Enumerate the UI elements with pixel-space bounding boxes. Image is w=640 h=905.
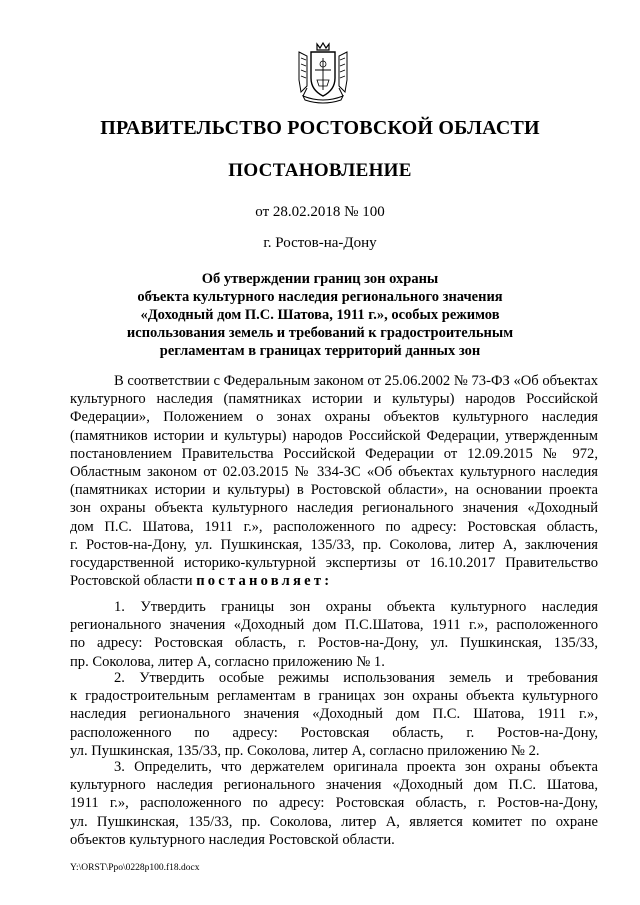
item-3-paragraph bbox=[70, 758, 598, 849]
text-line: 1911 г.», расположенного по адресу: Ростовская область, г. Ростов-на-Дону, bbox=[70, 795, 598, 812]
text-line: (памятников истории и культуры) народов Российской Федерации, утвержденным bbox=[70, 427, 598, 444]
preamble-paragraph bbox=[70, 372, 598, 590]
subject-line: объекта культурного наследия регионального значения bbox=[137, 289, 503, 305]
text-line: (памятниках истории и культуры) в Ростовской области», на основании проекта bbox=[70, 482, 598, 499]
text-line: наследия регионального значения «Доходный дом П.С. Шатова, 1911 г.», bbox=[70, 706, 598, 723]
document-date-number: от 28.02.2018 № 100 bbox=[255, 204, 385, 220]
text-line: Федерации», Положением о зонах охраны объектов культурного наследия bbox=[70, 409, 598, 426]
text-line: культурного наследия (памятниках истории и культуры) народов Российской bbox=[70, 391, 598, 408]
text-line: ул. Пушкинская, 135/33, пр. Соколова, литер А, является комитет по охране bbox=[70, 813, 598, 830]
text-line: ул. Пушкинская, 135/33, пр. Соколова, литер А, согласно приложению № 2. bbox=[70, 742, 540, 759]
document-type: ПОСТАНОВЛЕНИЕ bbox=[228, 160, 412, 181]
text-line: дом П.С. Шатова, 1911 г.», расположенного по адресу: Ростовская область, bbox=[70, 518, 598, 535]
text-line: г. Ростов-на-Дону, ул. Пушкинская, 135/33, пр. Соколова, литер А, заключения bbox=[70, 536, 598, 553]
subject-line: использования земель и требований к градостроительным bbox=[126, 325, 514, 341]
text-line: по адресу: Ростовская область, г. Ростов-на-Дону, ул. Пушкинская, 135/33, bbox=[70, 635, 598, 652]
text-line: постановлением Правительства Российской Федерации от 12.09.2015 № 972, bbox=[70, 445, 598, 462]
subject-line: Об утверждении границ зон охраны bbox=[201, 271, 439, 287]
text-line: регионального значения «Доходный дом П.С.Шатова, 1911 г.», расположенного bbox=[70, 617, 598, 634]
item-1-paragraph bbox=[70, 598, 598, 671]
item-2-paragraph bbox=[70, 669, 598, 760]
text-line: 3. Определить, что держателем оригинала проекта зон охраны объекта bbox=[114, 759, 598, 775]
text-line bbox=[70, 572, 598, 590]
text-line-part: Ростовской области bbox=[70, 573, 193, 590]
text-line: зон охраны объекта культурного наследия регионального значения «Доходный bbox=[70, 500, 598, 517]
footer-file-path: Y:\ORST\Ppo\0228p100.f18.docx bbox=[70, 863, 200, 873]
text-line: 1. Утвердить границы зон охраны объекта культурного наследия bbox=[114, 599, 598, 615]
text-line: пр. Соколова, литер А, согласно приложению № 1. bbox=[70, 653, 385, 670]
text-line: государственной историко-культурной экспертизы от 16.10.2017 Правительство bbox=[70, 554, 598, 571]
text-line: культурного наследия регионального значения «Доходный дом П.С. Шатова, bbox=[70, 777, 598, 794]
resolves-keyword: постановляет: bbox=[196, 573, 333, 590]
text-line: 2. Утвердить особые режимы использования земель и требования bbox=[114, 670, 598, 686]
text-line: расположенного по адресу: Ростовская область, г. Ростов-на-Дону, bbox=[70, 724, 598, 741]
document-subject bbox=[80, 270, 560, 360]
document-city: г. Ростов-на-Дону bbox=[263, 235, 377, 251]
coat-of-arms-emblem bbox=[293, 40, 353, 106]
text-line: В соответствии с Федеральным законом от 25.06.2002 № 73-ФЗ «Об объектах bbox=[114, 373, 598, 389]
text-line: Областным законом от 02.03.2015 № 334-ЗС «Об объектах культурного наследия bbox=[70, 463, 598, 480]
text-line: к градостроительным регламентам в границах зон охраны объекта культурного bbox=[70, 688, 598, 705]
government-title: ПРАВИТЕЛЬСТВО РОСТОВСКОЙ ОБЛАСТИ bbox=[100, 117, 540, 139]
subject-line: регламентам в границах территорий данных зон bbox=[159, 343, 481, 359]
subject-line: «Доходный дом П.С. Шатова, 1911 г.», особых режимов bbox=[140, 307, 500, 323]
text-line: объектов культурного наследия Ростовской области. bbox=[70, 831, 395, 848]
